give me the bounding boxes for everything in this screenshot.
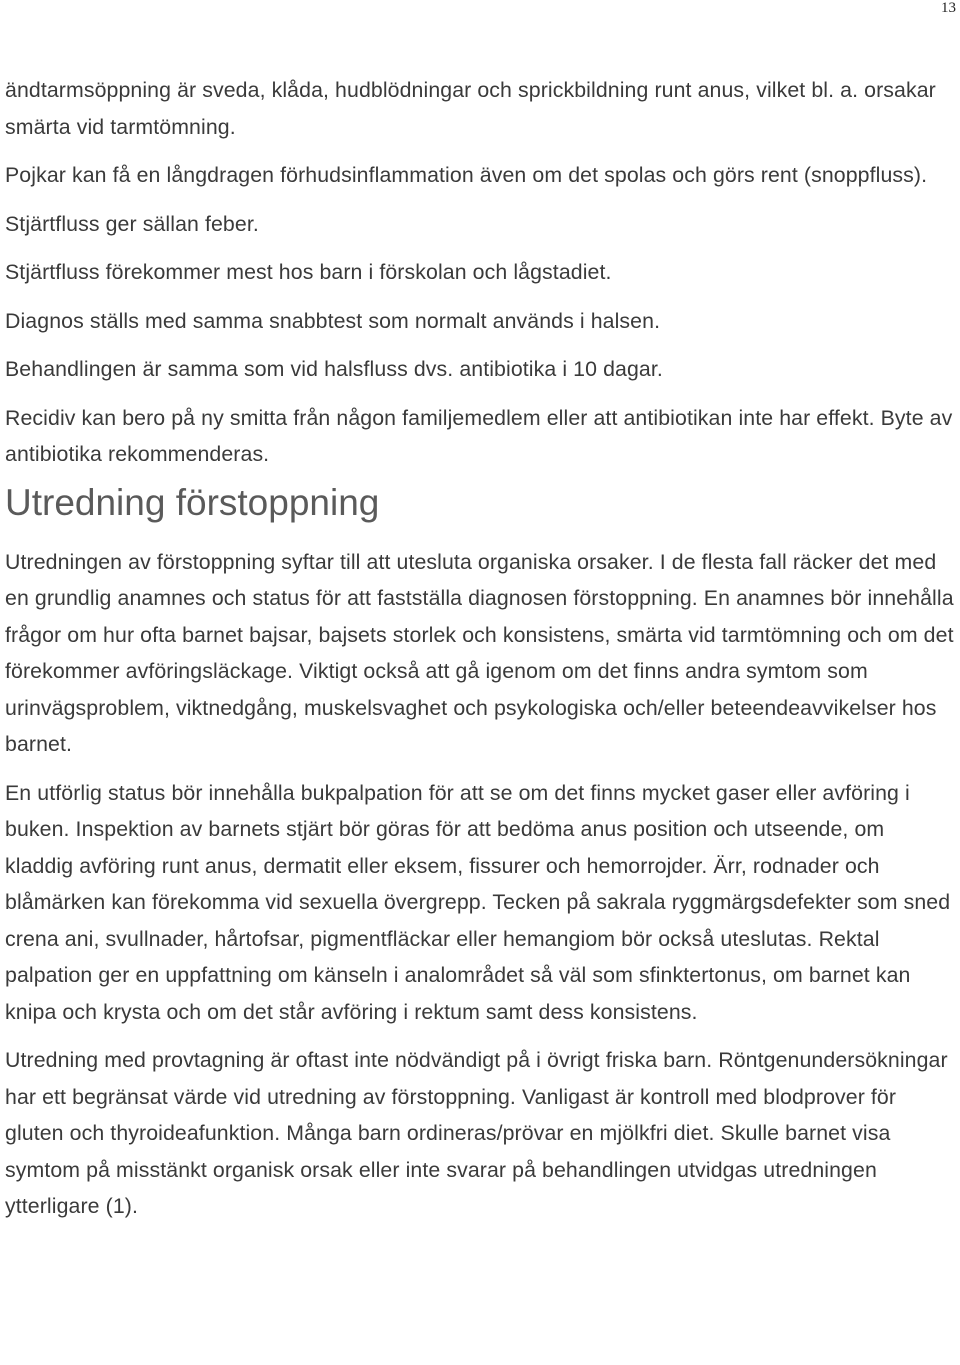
- paragraph: Utredningen av förstoppning syftar till att utesluta organiska orsaker. I de flesta fall räcker det med en grundlig anamnes och status för att fastställa diagnosen förstoppning. En anamnes bör innehålla frågor om hur ofta barnet bajsar, bajsets storlek och konsistens, smärta vid tarmtömning och om det förekommer avföringsläckage. Viktigt också att gå igenom om det finns andra symtom som urinvägsproblem, viktnedgång, muskelsvaghet och psykologiska och/eller beteendeavvikelser hos barnet.: [5, 549, 954, 756]
- paragraph: Recidiv kan bero på ny smitta från någon familjemedlem eller att antibiotikan inte har effekt. Byte av antibiotika rekommenderas.: [5, 405, 953, 466]
- paragraph: Stjärtfluss ger sällan feber.: [5, 211, 259, 236]
- section-heading: Utredning förstoppning: [5, 481, 380, 523]
- paragraph: ändtarmsöppning är sveda, klåda, hudblödningar och sprickbildning runt anus, vilket bl. a. orsakar smärta vid tarmtömning.: [5, 78, 936, 139]
- paragraph: Utredning med provtagning är oftast inte nödvändigt på i övrigt friska barn. Röntgenundersökningar har ett begränsat värde vid utredning av förstoppning. Vanligast är kontroll med blodprover för gluten och thyroideafunktion. Många barn ordineras/prövar en mjölkfri diet. Skulle barnet visa symtom på misstänkt organisk orsak eller inte svarar på behandlingen utvidgas utredningen ytterligare (1).: [5, 1048, 948, 1218]
- document-body: [5, 72, 955, 1237]
- paragraph: Behandlingen är samma som vid halsfluss dvs. antibiotika i 10 dagar.: [5, 357, 663, 381]
- paragraph: Diagnos ställs med samma snabbtest som normalt används i halsen.: [5, 308, 661, 333]
- paragraph: Pojkar kan få en långdragen förhudsinflammation även om det spolas och görs rent (snoppfluss).: [5, 163, 928, 187]
- page-number: 13: [941, 0, 956, 16]
- paragraph: Stjärtfluss förekommer mest hos barn i förskolan och lågstadiet.: [5, 260, 612, 284]
- paragraph: En utförlig status bör innehålla bukpalpation för att se om det finns mycket gaser eller avföring i buken. Inspektion av barnets stjärt bör göras för att bedöma anus position och utseende, om kladdig avföring runt anus, dermatit eller eksem, fissurer och hemorrojder. Ärr, rodnader och blåmärken kan förekomma vid sexuella övergrepp. Tecken på sakrala ryggmärgsdefekter som sned crena ani, svullnader, hårtofsar, pigmentfläckar eller hemangiom bör också uteslutas. Rektal palpation ger en uppfattning om känseln i analområdet så väl som sfinktertonus, om barnet kan knipa och krysta och om det står avföring i rektum samt dess konsistens.: [5, 780, 951, 1024]
